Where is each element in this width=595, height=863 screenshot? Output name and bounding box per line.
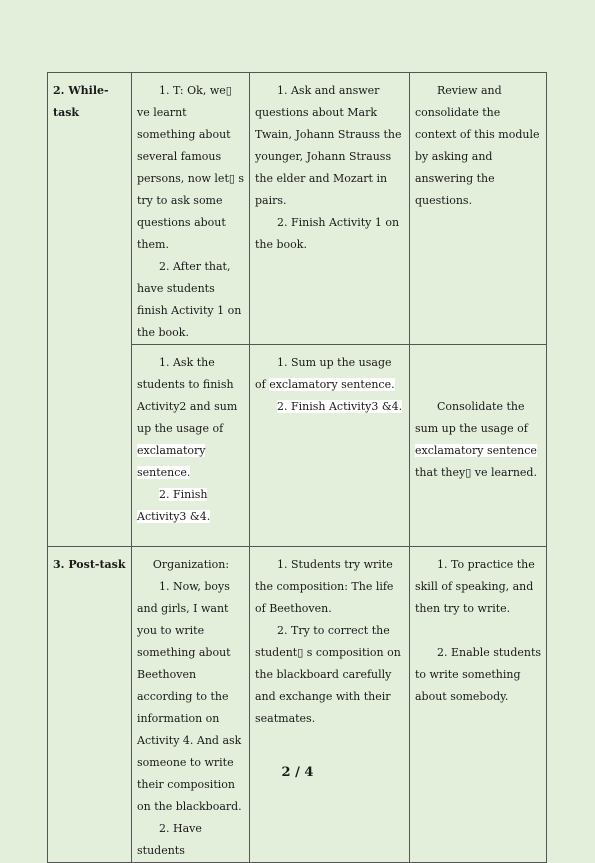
paragraph — [255, 396, 405, 418]
highlighted-text: exclamatory sentence — [415, 444, 537, 457]
purpose-cell — [410, 547, 547, 863]
paragraph: Review and consolidate the context of this module by asking and answering the questions. — [415, 84, 540, 207]
stage-cell: 3. Post-task — [48, 547, 132, 863]
text-run: 1. Ask the students to finish Activity2 and sum up the usage of — [137, 356, 238, 435]
paragraph: 2. Have students — [137, 822, 202, 857]
paragraph — [137, 352, 245, 484]
purpose-cell — [410, 73, 547, 345]
stage-cell: 2. While-task — [48, 73, 132, 547]
paragraph: Organization: — [152, 558, 230, 571]
highlighted-text: exclamatory sentence. — [269, 378, 395, 391]
text-run: that they▯ ve learned. — [415, 466, 537, 479]
student-activity-cell — [250, 547, 410, 863]
text-run: Consolidate the sum up the usage of — [415, 400, 528, 435]
page-number: 2 / 4 — [281, 765, 314, 780]
paragraph: 2. Finish Activity 1 on the book. — [255, 216, 400, 251]
paragraph: 1. Students try write the composition: The life of Beethoven. — [255, 558, 394, 615]
highlighted-text: 2. Finish Activity3 &4. — [277, 400, 403, 413]
table-row — [48, 547, 547, 863]
paragraph — [415, 396, 542, 484]
paragraph: 2. After that, have students finish Activity 1 on the book. — [137, 260, 242, 339]
student-activity-cell — [250, 345, 410, 547]
student-activity-cell — [250, 73, 410, 345]
paragraph — [137, 484, 245, 528]
paragraph: 2. Try to correct the student▯ s composition on the blackboard carefully and exchange with their seatmates. — [255, 624, 401, 725]
teacher-activity-cell — [132, 73, 250, 345]
paragraph: 1. Ask and answer questions about Mark Twain, Johann Strauss the younger, Johann Strauss the elder and Mozart in pairs. — [255, 84, 402, 207]
paragraph — [255, 352, 405, 396]
purpose-cell — [410, 345, 547, 547]
paragraph: 1. To practice the skill of speaking, and then try to write. — [415, 558, 535, 615]
paragraph: 2. Enable students to write something about somebody. — [415, 646, 542, 703]
highlighted-text: 2. Finish Activity3 &4. — [137, 488, 211, 523]
text-run: 1. Sum up the usage of — [255, 356, 392, 391]
paragraph: 1. Now, boys and girls, I want you to write something about Beethoven according to the information on Activity 4. And ask someone to write their composition on the blackboard. — [137, 580, 242, 813]
highlighted-text: exclamatory sentence. — [137, 444, 206, 479]
teacher-activity-cell — [132, 547, 250, 863]
spacer — [415, 620, 542, 642]
lesson-plan-table — [47, 72, 547, 863]
teacher-activity-cell — [132, 345, 250, 547]
table-row — [48, 73, 547, 345]
spacer — [415, 352, 542, 396]
paragraph: 1. T: Ok, we▯ ve learnt something about several famous persons, now let▯ s try to ask some questions about them. — [137, 84, 245, 251]
